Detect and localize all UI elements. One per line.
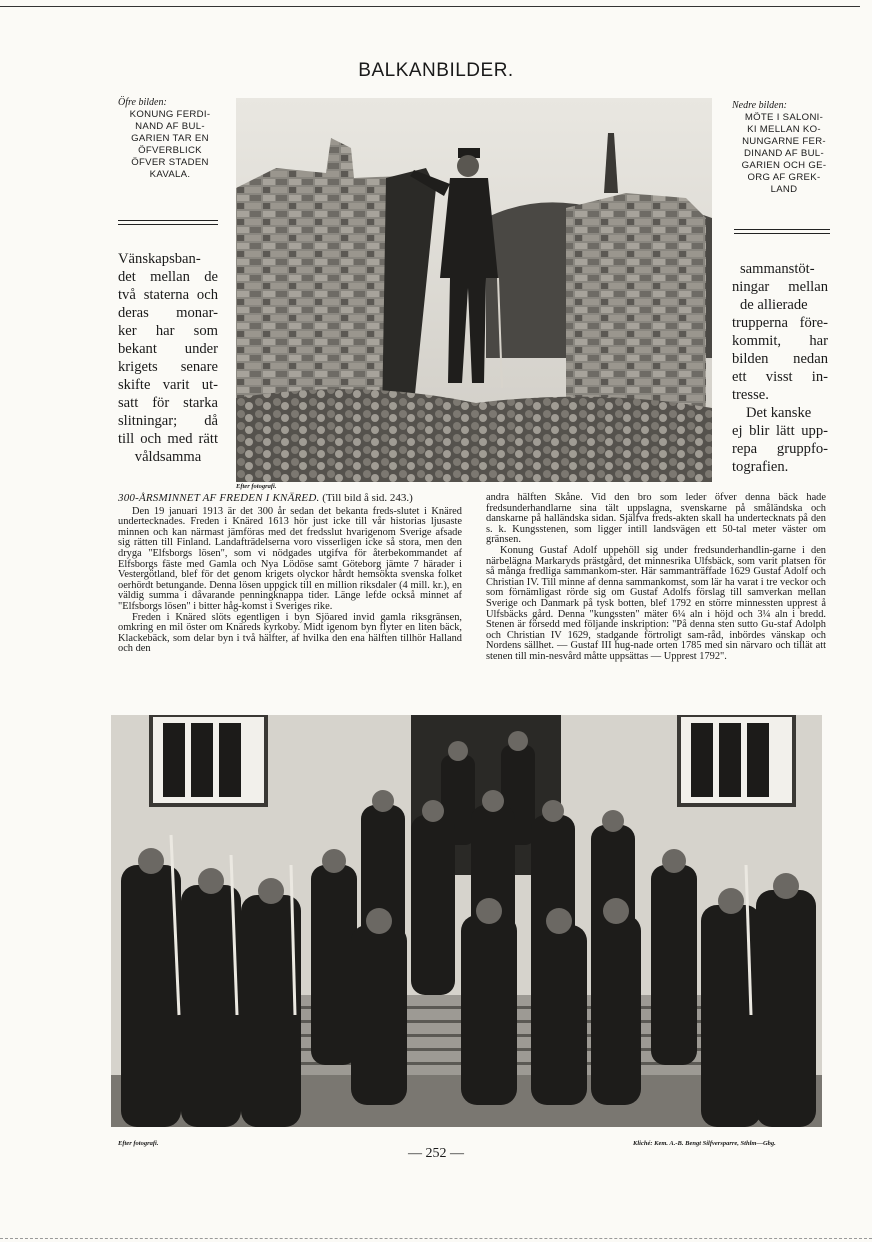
article-paragraph: Konung Gustaf Adolf uppehöll sig under fredsunderhandlin-garne i den närbelägna Markaryds prästgård, det minnesrika Ulfsbäck, som varit platsen för så många fredliga sammankom-ster. Här sammanträffade 1629 Gustaf Adolf och Christian IV. Till minne af denna sammankomst, som lär ha varat i tre veckor och som förnämligast rörde sig om Gustaf Adolfs förslag till samverkan mellan Sverige och Danmark på tysk botten, blef 1792 en större minnessten upprest å Ulfsbäcks gård. Denna "kungssten" mäter 6¼ aln i höjd och 3¼ aln i bredd. Stenen är försedd med följande inskription: "På denna sten sutto Gu-staf Adolph och Christian IV 1629, stadgande förtroligt sam-råd, inbördes vänskap och Nordens sällhet. — Gustaf III hug-nade orten 1785 med sin närvaro och tillät att stenen till min-nesvård måtte uppsättas — Upprest 1792". — [486, 544, 826, 662]
caption-line: DINAND AF BUL- — [744, 148, 824, 159]
text-line: det mellan de — [118, 269, 218, 285]
page-title: BALKANBILDER. — [358, 60, 514, 81]
right-caption-heading: Nedre bilden: — [732, 100, 787, 111]
top-rule — [0, 6, 860, 7]
right-caption — [732, 100, 836, 196]
text-line: två staterna och — [118, 287, 218, 303]
caption-line: ÖFVERBLICK — [138, 145, 202, 156]
text-line: deras monar- — [118, 305, 218, 321]
text-line: slitningar; då — [118, 413, 218, 429]
text-line: ningar mellan — [732, 279, 828, 295]
text-line: våldsamma — [134, 449, 202, 465]
text-line: trupperna före- — [732, 315, 828, 331]
caption-line: GARIEN TAR EN — [131, 133, 209, 144]
text-line: kommit, har — [732, 333, 828, 349]
photo-bottom-credit-left: Efter fotografi. — [118, 1140, 159, 1147]
left-caption-body — [118, 109, 222, 181]
text-line: till och med rätt — [118, 431, 218, 447]
left-caption-rule — [118, 220, 218, 225]
article-column-left — [118, 493, 462, 655]
caption-line: LAND — [770, 184, 798, 195]
article-title — [118, 493, 462, 504]
caption-line: NAND AF BUL- — [135, 121, 205, 132]
caption-line: ÖFVER STADEN — [131, 157, 209, 168]
text-line: sammanstöt- — [740, 261, 815, 277]
photo-top-credit: Efter fotografi. — [236, 483, 277, 490]
text-line: krigets senare — [118, 359, 218, 375]
photo-king-ferdinand-kavala — [236, 98, 712, 482]
text-line: ej blir lätt upp- — [732, 423, 828, 439]
text-line: de allierade — [740, 297, 808, 313]
photo-meeting-saloniki — [111, 715, 822, 1127]
text-line: ker har som — [118, 323, 218, 339]
left-caption-heading: Öfre bilden: — [118, 97, 167, 108]
text-line: satt för starka — [118, 395, 218, 411]
page-number: — 252 — — [408, 1146, 464, 1161]
right-caption-rule — [734, 229, 830, 234]
caption-line: MÖTE I SALONI- — [744, 112, 824, 123]
text-line: tresse. — [732, 387, 769, 403]
scan-edge — [0, 1238, 872, 1239]
text-line: bilden nedan — [732, 351, 828, 367]
text-line: skifte varit ut- — [118, 377, 218, 393]
right-caption-body — [732, 112, 836, 196]
caption-line: ORG AF GREK- — [747, 172, 821, 183]
text-line: ett visst in- — [732, 369, 828, 385]
photo-illustration — [236, 98, 712, 482]
article-paragraph: andra hälften Skåne. Vid den bro som leder öfver denna bäck hade fredsunderhandlarne sina tält uppslagna, svenskarne på småländska och danskarne på halländska sidan. Själfva freds-akten skall ha undertecknats på den s. k. Kungsstenen, som ligger intill landsvägen ett 50-tal meter väster om gränsen. — [486, 492, 826, 546]
caption-line: KAVALA. — [149, 169, 191, 180]
text-line: Vänskapsban- — [118, 251, 201, 267]
caption-line: KI MELLAN KO- — [747, 124, 821, 135]
photo-illustration — [111, 715, 822, 1127]
caption-line: NUNGARNE FER- — [742, 136, 826, 147]
article-title-main: 300-ÅRSMINNET AF FREDEN I KNÄRED. — [118, 492, 320, 504]
caption-line: KONUNG FERDI- — [129, 109, 211, 120]
text-line: bekant under — [118, 341, 218, 357]
photo-bottom-credit-right: Kliché: Kem. A.-B. Bengt Silfversparre, Sthlm—Gbg. — [633, 1140, 776, 1147]
article-column-right — [486, 493, 826, 663]
left-side-text — [118, 250, 218, 466]
text-line: tografien. — [732, 459, 789, 475]
caption-line: GARIEN OCH GE- — [741, 160, 827, 171]
right-side-text — [732, 260, 828, 476]
text-line: Det kanske — [746, 405, 812, 421]
left-caption — [118, 97, 222, 181]
article-paragraph: Den 19 januari 1913 är det 300 år sedan det bekanta freds-slutet i Knäred undertecknades. Freden i Knäred 1613 hör just icke till vår historias ljusaste minnen och kan närmast jämföras med det fredsslut hvarigenom Sverige afsade sig rätten till Finland. Landafträdelserna voro visserligen icke så stora, men den dryga "Elfsborgs lösen", som vi nödgades utgifva för återbekommandet af Elfsborgs fäste med Gamla och Nya Lödöse samt Göteborg jämte 7 härader i Vestergötland, blef för det genom krigets olyckor hårdt hemsökta svenska folket oerhördt betungande. Denna lösen uppgick till en million riksdaler (4 mill. kr.), en väldig summa i dåvarande penningknappa tider. Länge lefde också minnet af "Elfsborgs lösen" i bitter håg-komst i Sveriges rike. — [118, 505, 462, 612]
text-line: repa gruppfo- — [732, 441, 828, 457]
article-paragraph: Freden i Knäred slöts egentligen i byn Sjöared invid gamla riksgränsen, omkring en mil öster om Knäreds kyrkoby. Midt igenom byn flyter en liten bäck, Klackebäck, som delar byn i två hälfter, af hvilka den ena hälften tillhör Halland och den — [118, 611, 462, 655]
article-title-note: (Till bild å sid. 243.) — [322, 492, 413, 504]
